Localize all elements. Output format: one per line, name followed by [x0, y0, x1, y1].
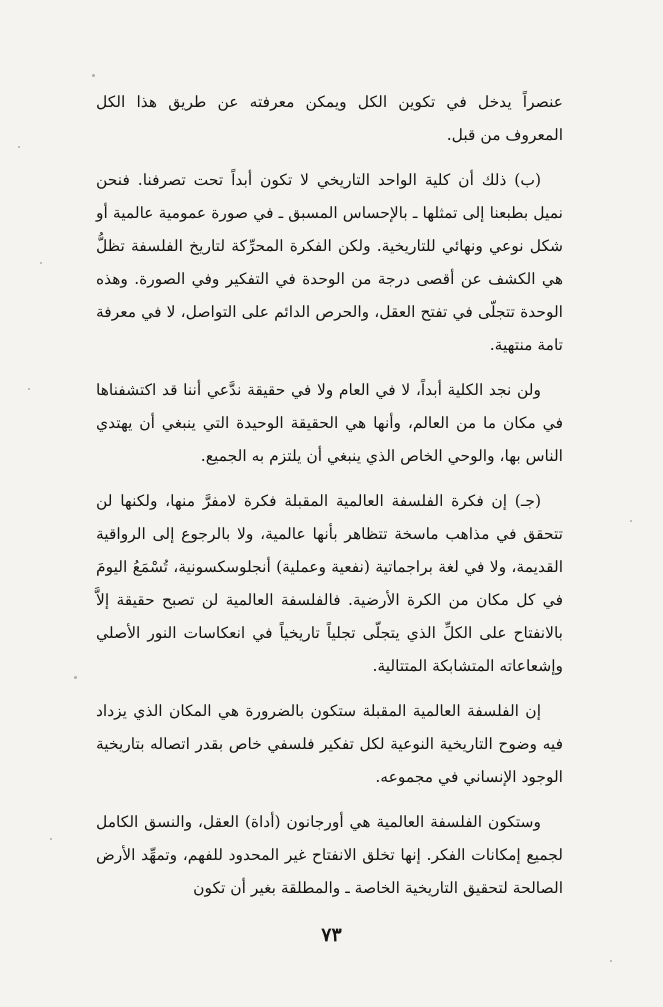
paragraph: عنصراً يدخل في تكوين الكل ويمكن معرفته عن طريق هذا الكل المعروف من قبل.	[96, 93, 563, 144]
paragraph: ولن نجد الكلية أبداً، لا في العام ولا في حقيقة ندَّعي أننا قد اكتشفناها في مكان ما من العالم، وأنها هي الحقيقة الوحيدة التي ينبغي أن يهتدي الناس بها، والوحي الخاص الذي ينبغي أن يلتزم به الجميع.	[96, 381, 563, 465]
body-text	[96, 86, 563, 905]
scan-speck	[610, 960, 612, 962]
scan-speck	[92, 74, 95, 77]
scan-speck	[74, 676, 77, 679]
paragraph: (ب) ذلك أن كلية الواحد التاريخي لا تكون أبداً تحت تصرفنا. فنحن نميل بطبعنا إلى تمثلها ـ بالإحساس المسبق ـ في صورة عمومية عالمية أو شكل نوعي ونهائي للتاريخية. ولكن الفكرة المحرِّكة لتاريخ الفلسفة تظلُّ هي الكشف عن أقصى درجة من الوحدة في التفكير وفي الصورة. وهذه الوحدة تتجلّى في تفتح العقل، والحرص الدائم على التواصل، لا في معرفة تامة منتهية.	[96, 171, 563, 354]
scan-speck	[18, 146, 20, 148]
scan-speck	[40, 262, 42, 264]
paragraph: (جـ) إن فكرة الفلسفة العالمية المقبلة فكرة لامفرَّ منها، ولكنها لن تتحقق في مذاهب ماسخة تتظاهر بأنها عالمية، ولا بالرجوع إلى الرواقية القديمة، ولا في لغة براجماتية (نفعية وعملية) أنجلوسكسونية، تُسْمَعُ اليومَ في كل مكان من الكرة الأرضية. فالفلسفة العالمية لن تصبح حقيقة إلاَّ بالانفتاح على الكلِّ الذي يتجلّى تجلياً تاريخياً في انعكاسات النور الأصلي وإشعاعاته المتشابكة المتتالية.	[96, 492, 563, 675]
page-number: ٧٣	[321, 924, 342, 946]
scan-speck	[28, 388, 30, 390]
scan-speck	[630, 520, 632, 522]
paragraph: إن الفلسفة العالمية المقبلة ستكون بالضرورة هي المكان الذي يزداد فيه وضوح التاريخية النوعية لكل تفكير فلسفي خاص بقدر اتصاله بتاريخية الوجود الإنساني في مجموعه.	[96, 702, 563, 786]
scan-speck	[50, 838, 52, 840]
paragraph: وستكون الفلسفة العالمية هي أورجانون (أداة) العقل، والنسق الكامل لجميع إمكانات الفكر. إنها تخلق الانفتاح غير المحدود للفهم، وتمهِّد الأرض الصالحة لتحقيق التاريخية الخاصة ـ والمطلقة بغير أن تكون	[96, 813, 563, 897]
